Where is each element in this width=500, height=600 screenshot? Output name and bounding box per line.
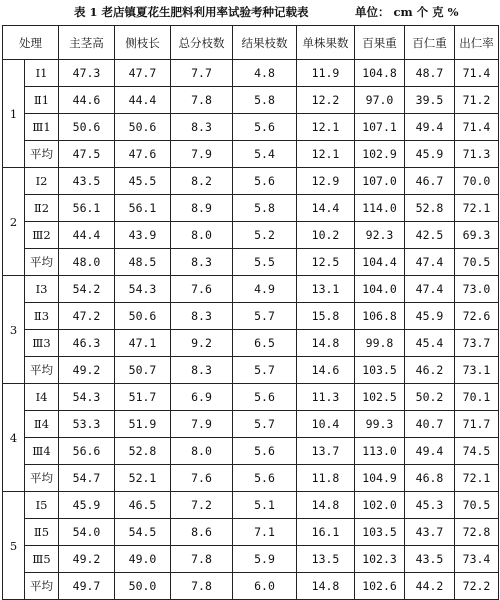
value-cell: 52.1 xyxy=(115,465,171,492)
value-cell: 45.9 xyxy=(405,141,455,168)
value-cell: 8.3 xyxy=(171,114,233,141)
value-cell: 8.6 xyxy=(171,519,233,546)
value-cell: 102.9 xyxy=(355,141,405,168)
table-row xyxy=(3,87,499,114)
treatment-label: Ⅰ2 xyxy=(25,168,59,195)
value-cell: 14.8 xyxy=(297,330,355,357)
value-cell: 11.9 xyxy=(297,60,355,87)
value-cell: 104.0 xyxy=(355,276,405,303)
value-cell: 99.3 xyxy=(355,411,405,438)
value-cell: 39.5 xyxy=(405,87,455,114)
value-cell: 73.4 xyxy=(455,546,499,573)
value-cell: 5.6 xyxy=(233,384,297,411)
value-cell: 13.1 xyxy=(297,276,355,303)
group-number: 1 xyxy=(3,60,25,168)
treatment-label: 平均 xyxy=(25,249,59,276)
value-cell: 43.5 xyxy=(59,168,115,195)
value-cell: 46.2 xyxy=(405,357,455,384)
value-cell: 54.3 xyxy=(115,276,171,303)
value-cell: 48.5 xyxy=(115,249,171,276)
value-cell: 102.5 xyxy=(355,384,405,411)
value-cell: 50.7 xyxy=(115,357,171,384)
value-cell: 69.3 xyxy=(455,222,499,249)
value-cell: 8.9 xyxy=(171,195,233,222)
value-cell: 102.6 xyxy=(355,573,405,600)
value-cell: 49.4 xyxy=(405,438,455,465)
value-cell: 7.9 xyxy=(171,411,233,438)
value-cell: 44.4 xyxy=(59,222,115,249)
value-cell: 14.4 xyxy=(297,195,355,222)
table-row xyxy=(3,303,499,330)
value-cell: 5.7 xyxy=(233,303,297,330)
value-cell: 104.9 xyxy=(355,465,405,492)
value-cell: 53.3 xyxy=(59,411,115,438)
value-cell: 45.4 xyxy=(405,330,455,357)
table-title: 表 1 老店镇夏花生肥料利用率试验考种记载表 xyxy=(74,5,309,19)
value-cell: 103.5 xyxy=(355,519,405,546)
value-cell: 50.6 xyxy=(115,114,171,141)
value-cell: 5.5 xyxy=(233,249,297,276)
header-cell: 处理 xyxy=(3,26,59,60)
value-cell: 49.0 xyxy=(115,546,171,573)
header-cell: 侧枝长 xyxy=(115,26,171,60)
value-cell: 45.9 xyxy=(59,492,115,519)
table-row xyxy=(3,60,499,87)
value-cell: 5.8 xyxy=(233,87,297,114)
value-cell: 49.2 xyxy=(59,546,115,573)
value-cell: 99.8 xyxy=(355,330,405,357)
value-cell: 71.7 xyxy=(455,411,499,438)
value-cell: 5.7 xyxy=(233,411,297,438)
value-cell: 56.1 xyxy=(59,195,115,222)
table-row xyxy=(3,411,499,438)
value-cell: 47.3 xyxy=(59,60,115,87)
value-cell: 70.0 xyxy=(455,168,499,195)
value-cell: 56.6 xyxy=(59,438,115,465)
table-row xyxy=(3,438,499,465)
value-cell: 45.3 xyxy=(405,492,455,519)
treatment-label: Ⅰ5 xyxy=(25,492,59,519)
value-cell: 50.0 xyxy=(115,573,171,600)
table-caption xyxy=(0,0,500,24)
value-cell: 6.5 xyxy=(233,330,297,357)
treatment-label: Ⅲ4 xyxy=(25,438,59,465)
average-row xyxy=(3,573,499,600)
table-row xyxy=(3,519,499,546)
table-row xyxy=(3,546,499,573)
value-cell: 12.5 xyxy=(297,249,355,276)
value-cell: 8.3 xyxy=(171,357,233,384)
header-cell: 单株果数 xyxy=(297,26,355,60)
treatment-label: Ⅲ5 xyxy=(25,546,59,573)
value-cell: 97.0 xyxy=(355,87,405,114)
value-cell: 107.1 xyxy=(355,114,405,141)
value-cell: 16.1 xyxy=(297,519,355,546)
value-cell: 70.1 xyxy=(455,384,499,411)
value-cell: 12.2 xyxy=(297,87,355,114)
table-row xyxy=(3,114,499,141)
value-cell: 44.6 xyxy=(59,87,115,114)
value-cell: 44.4 xyxy=(115,87,171,114)
value-cell: 47.7 xyxy=(115,60,171,87)
value-cell: 47.5 xyxy=(59,141,115,168)
value-cell: 7.8 xyxy=(171,87,233,114)
value-cell: 7.8 xyxy=(171,546,233,573)
value-cell: 50.6 xyxy=(115,303,171,330)
value-cell: 14.8 xyxy=(297,573,355,600)
value-cell: 48.0 xyxy=(59,249,115,276)
value-cell: 4.8 xyxy=(233,60,297,87)
value-cell: 5.1 xyxy=(233,492,297,519)
value-cell: 7.8 xyxy=(171,573,233,600)
value-cell: 73.7 xyxy=(455,330,499,357)
value-cell: 10.2 xyxy=(297,222,355,249)
treatment-label: Ⅰ1 xyxy=(25,60,59,87)
value-cell: 43.9 xyxy=(115,222,171,249)
value-cell: 13.5 xyxy=(297,546,355,573)
value-cell: 72.1 xyxy=(455,465,499,492)
table-row xyxy=(3,222,499,249)
header-cell: 结果枝数 xyxy=(233,26,297,60)
table-row xyxy=(3,195,499,222)
value-cell: 7.7 xyxy=(171,60,233,87)
treatment-label: 平均 xyxy=(25,141,59,168)
treatment-label: Ⅰ4 xyxy=(25,384,59,411)
value-cell: 104.8 xyxy=(355,60,405,87)
value-cell: 46.3 xyxy=(59,330,115,357)
value-cell: 8.3 xyxy=(171,303,233,330)
value-cell: 92.3 xyxy=(355,222,405,249)
value-cell: 11.8 xyxy=(297,465,355,492)
value-cell: 51.7 xyxy=(115,384,171,411)
table-row xyxy=(3,492,499,519)
value-cell: 49.2 xyxy=(59,357,115,384)
header-cell: 总分枝数 xyxy=(171,26,233,60)
average-row xyxy=(3,465,499,492)
value-cell: 51.9 xyxy=(115,411,171,438)
table-body xyxy=(3,60,499,600)
value-cell: 71.3 xyxy=(455,141,499,168)
value-cell: 6.0 xyxy=(233,573,297,600)
value-cell: 54.5 xyxy=(115,519,171,546)
value-cell: 44.2 xyxy=(405,573,455,600)
unit-note: 单位： cm 个 克 % xyxy=(355,5,459,19)
value-cell: 4.9 xyxy=(233,276,297,303)
value-cell: 7.9 xyxy=(171,141,233,168)
value-cell: 5.6 xyxy=(233,438,297,465)
value-cell: 72.8 xyxy=(455,519,499,546)
value-cell: 7.2 xyxy=(171,492,233,519)
value-cell: 70.5 xyxy=(455,492,499,519)
value-cell: 54.0 xyxy=(59,519,115,546)
treatment-label: Ⅰ3 xyxy=(25,276,59,303)
value-cell: 52.8 xyxy=(405,195,455,222)
value-cell: 12.1 xyxy=(297,114,355,141)
value-cell: 72.6 xyxy=(455,303,499,330)
value-cell: 52.8 xyxy=(115,438,171,465)
treatment-label: 平均 xyxy=(25,465,59,492)
value-cell: 102.0 xyxy=(355,492,405,519)
value-cell: 54.2 xyxy=(59,276,115,303)
value-cell: 40.7 xyxy=(405,411,455,438)
value-cell: 5.7 xyxy=(233,357,297,384)
value-cell: 5.6 xyxy=(233,114,297,141)
value-cell: 5.6 xyxy=(233,168,297,195)
treatment-label: Ⅱ2 xyxy=(25,195,59,222)
value-cell: 71.4 xyxy=(455,60,499,87)
average-row xyxy=(3,357,499,384)
table-row xyxy=(3,384,499,411)
value-cell: 46.8 xyxy=(405,465,455,492)
value-cell: 43.7 xyxy=(405,519,455,546)
value-cell: 56.1 xyxy=(115,195,171,222)
value-cell: 48.7 xyxy=(405,60,455,87)
value-cell: 42.5 xyxy=(405,222,455,249)
value-cell: 45.5 xyxy=(115,168,171,195)
value-cell: 8.2 xyxy=(171,168,233,195)
value-cell: 106.8 xyxy=(355,303,405,330)
treatment-label: Ⅲ3 xyxy=(25,330,59,357)
value-cell: 6.9 xyxy=(171,384,233,411)
value-cell: 11.3 xyxy=(297,384,355,411)
value-cell: 72.2 xyxy=(455,573,499,600)
value-cell: 14.8 xyxy=(297,492,355,519)
value-cell: 70.5 xyxy=(455,249,499,276)
value-cell: 102.3 xyxy=(355,546,405,573)
group-number: 4 xyxy=(3,384,25,492)
value-cell: 74.5 xyxy=(455,438,499,465)
value-cell: 12.1 xyxy=(297,141,355,168)
treatment-label: Ⅲ1 xyxy=(25,114,59,141)
value-cell: 45.9 xyxy=(405,303,455,330)
value-cell: 5.8 xyxy=(233,195,297,222)
header-cell: 百果重 xyxy=(355,26,405,60)
value-cell: 103.5 xyxy=(355,357,405,384)
value-cell: 113.0 xyxy=(355,438,405,465)
treatment-label: Ⅲ2 xyxy=(25,222,59,249)
table-row xyxy=(3,276,499,303)
value-cell: 72.1 xyxy=(455,195,499,222)
value-cell: 47.4 xyxy=(405,249,455,276)
value-cell: 50.2 xyxy=(405,384,455,411)
treatment-label: Ⅱ4 xyxy=(25,411,59,438)
value-cell: 13.7 xyxy=(297,438,355,465)
value-cell: 71.4 xyxy=(455,114,499,141)
header-row xyxy=(3,26,499,60)
value-cell: 49.7 xyxy=(59,573,115,600)
value-cell: 46.5 xyxy=(115,492,171,519)
value-cell: 49.4 xyxy=(405,114,455,141)
value-cell: 5.6 xyxy=(233,465,297,492)
value-cell: 47.1 xyxy=(115,330,171,357)
value-cell: 10.4 xyxy=(297,411,355,438)
value-cell: 107.0 xyxy=(355,168,405,195)
value-cell: 47.4 xyxy=(405,276,455,303)
header-cell: 主茎高 xyxy=(59,26,115,60)
group-number: 2 xyxy=(3,168,25,276)
value-cell: 73.1 xyxy=(455,357,499,384)
group-number: 5 xyxy=(3,492,25,600)
value-cell: 47.6 xyxy=(115,141,171,168)
value-cell: 15.8 xyxy=(297,303,355,330)
value-cell: 8.3 xyxy=(171,249,233,276)
value-cell: 8.0 xyxy=(171,438,233,465)
value-cell: 12.9 xyxy=(297,168,355,195)
value-cell: 46.7 xyxy=(405,168,455,195)
value-cell: 47.2 xyxy=(59,303,115,330)
value-cell: 54.3 xyxy=(59,384,115,411)
value-cell: 5.2 xyxy=(233,222,297,249)
average-row xyxy=(3,141,499,168)
value-cell: 71.2 xyxy=(455,87,499,114)
value-cell: 43.5 xyxy=(405,546,455,573)
data-table xyxy=(2,25,499,600)
treatment-label: Ⅱ5 xyxy=(25,519,59,546)
treatment-label: Ⅱ3 xyxy=(25,303,59,330)
value-cell: 5.4 xyxy=(233,141,297,168)
value-cell: 104.4 xyxy=(355,249,405,276)
value-cell: 8.0 xyxy=(171,222,233,249)
value-cell: 9.2 xyxy=(171,330,233,357)
group-number: 3 xyxy=(3,276,25,384)
value-cell: 114.0 xyxy=(355,195,405,222)
value-cell: 50.6 xyxy=(59,114,115,141)
value-cell: 73.0 xyxy=(455,276,499,303)
table-row xyxy=(3,330,499,357)
value-cell: 5.9 xyxy=(233,546,297,573)
treatment-label: Ⅱ1 xyxy=(25,87,59,114)
value-cell: 54.7 xyxy=(59,465,115,492)
value-cell: 7.6 xyxy=(171,465,233,492)
header-cell: 百仁重 xyxy=(405,26,455,60)
header-cell: 出仁率 xyxy=(455,26,499,60)
table-row xyxy=(3,168,499,195)
value-cell: 7.1 xyxy=(233,519,297,546)
treatment-label: 平均 xyxy=(25,573,59,600)
average-row xyxy=(3,249,499,276)
value-cell: 14.6 xyxy=(297,357,355,384)
value-cell: 7.6 xyxy=(171,276,233,303)
treatment-label: 平均 xyxy=(25,357,59,384)
